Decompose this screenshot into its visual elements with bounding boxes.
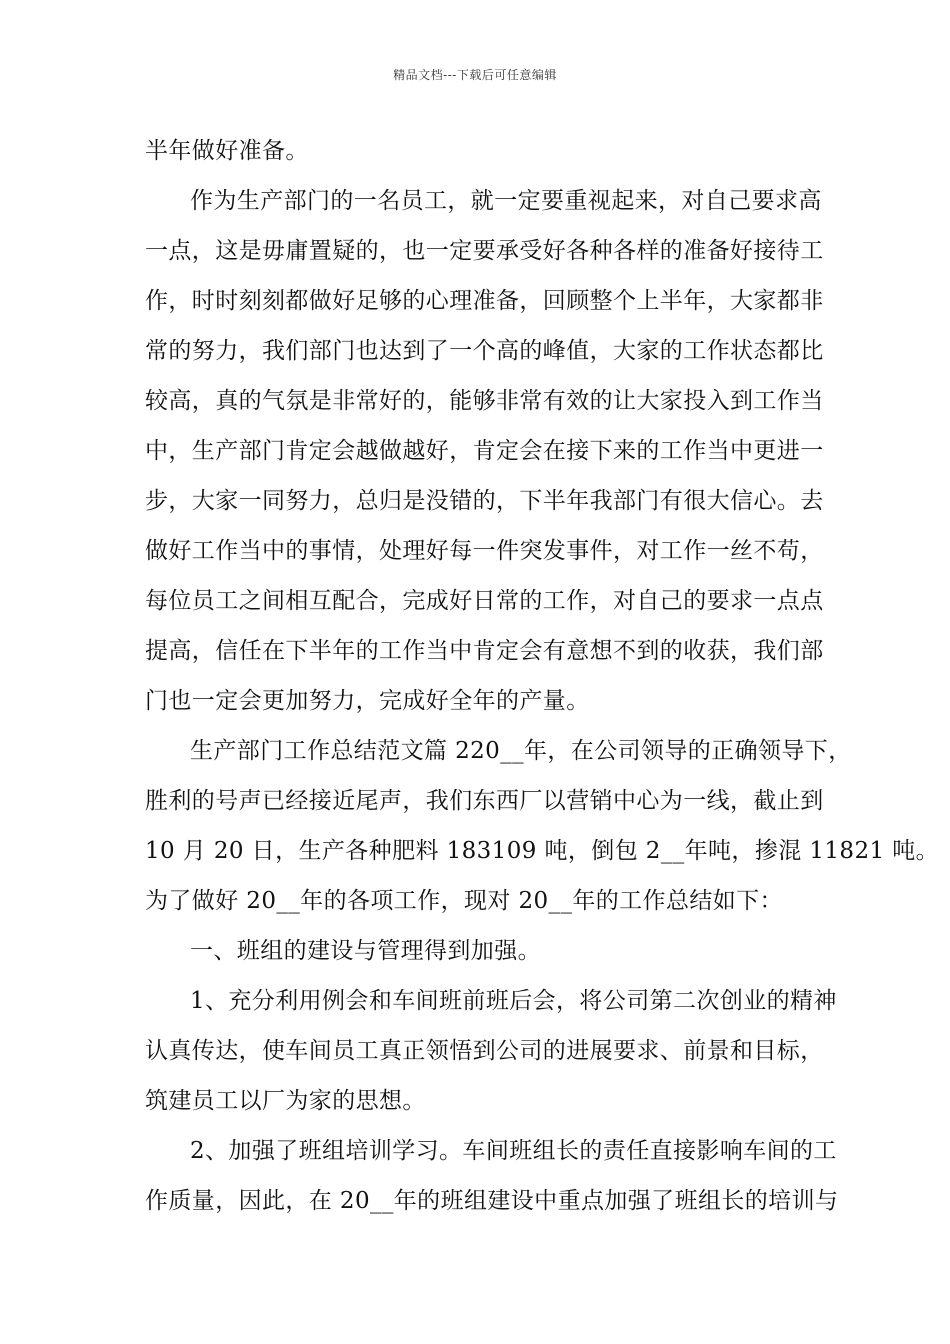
text-line: 作质量，因此，在 20__年的班组建设中重点加强了班组长的培训与 [145,1188,839,1214]
text-line: 胜利的号声已经接近尾声，我们东西厂以营销中心为一线，截止到 [145,788,824,814]
text-line: 门也一定会更加努力，完成好全年的产量。 [145,688,590,714]
text-line: 认真传达，使车间员工真正领悟到公司的进展要求、前景和目标， [145,1038,824,1064]
text-line: 每位员工之间相互配合，完成好日常的工作，对自己的要求一点点 [145,588,824,614]
text-line: 作，时时刻刻都做好足够的心理准备，回顾整个上半年，大家都非 [145,288,824,314]
text-line: 为了做好 20__年的各项工作，现对 20__年的工作总结如下： [145,888,783,914]
text-line: 半年做好准备。 [145,138,309,164]
text-line: 较高，真的气氛是非常好的，能够非常有效的让大家投入到工作当 [145,388,824,414]
section-heading: 一、班组的建设与管理得到加强。 [190,938,541,964]
text-line: 常的努力，我们部门也达到了一个高的峰值，大家的工作状态都比 [145,338,824,364]
text-line: 筑建员工以厂为家的思想。 [145,1088,426,1114]
text-line: 做好工作当中的事情，处理好每一件突发事件，对工作一丝不苟， [145,538,824,564]
text-line: 中，生产部门肯定会越做越好，肯定会在接下来的工作当中更进一 [145,438,824,464]
paragraph-start: 2、加强了班组培训学习。车间班组长的责任直接影响车间的工 [190,1138,837,1164]
paragraph-start: 生产部门工作总结范文篇 220__年，在公司领导的正确领导下， [190,738,852,764]
text-line: 提高，信任在下半年的工作当中肯定会有意想不到的收获，我们部 [145,638,824,664]
paragraph-start: 1、充分利用例会和车间班前班后会，将公司第二次创业的精神 [190,988,837,1014]
text-line: 10 月 20 日，生产各种肥料 183109 吨，倒包 2__年吨，掺混 11821 吨。 [145,838,940,864]
page-header: 精品文档---下载后可任意编辑 [393,68,557,82]
paragraph-start: 作为生产部门的一名员工，就一定要重视起来，对自己要求高 [190,188,822,214]
text-line: 一点，这是毋庸置疑的，也一定要承受好各种各样的准备好接待工 [145,238,824,264]
text-line: 步，大家一同努力，总归是没错的，下半年我部门有很大信心。去 [145,488,824,514]
